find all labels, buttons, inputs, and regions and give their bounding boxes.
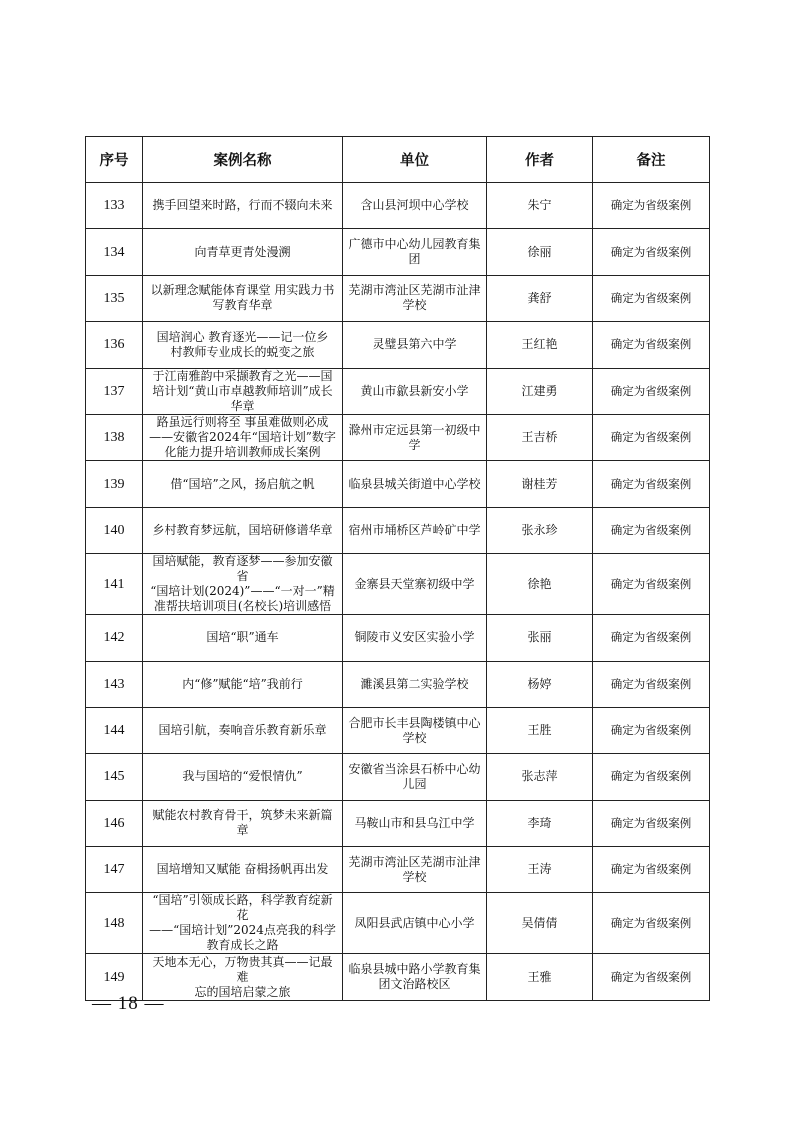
note: 确定为省级案例 (593, 275, 710, 321)
case-name: 携手回望来时路，行而不辍向未来 (143, 183, 343, 229)
author-name: 王胜 (487, 707, 593, 753)
table-row (86, 754, 710, 800)
unit-name: 宿州市埇桥区芦岭矿中学 (343, 507, 487, 553)
author-name: 朱宁 (487, 183, 593, 229)
table-row (86, 615, 710, 661)
note: 确定为省级案例 (593, 414, 710, 460)
case-name: 赋能农村教育骨干，筑梦未来新篇章 (143, 800, 343, 846)
note: 确定为省级案例 (593, 368, 710, 414)
author-name: 王涛 (487, 847, 593, 893)
table-row (86, 847, 710, 893)
unit-name: 金寨县天堂寨初级中学 (343, 554, 487, 615)
author-name: 张丽 (487, 615, 593, 661)
case-name: 以新理念赋能体育课堂 用实践力书 写教育华章 (143, 275, 343, 321)
unit-name: 芜湖市湾沚区芜湖市沚津 学校 (343, 847, 487, 893)
author-name: 王红艳 (487, 322, 593, 368)
author-name: 李琦 (487, 800, 593, 846)
case-table (85, 136, 710, 1001)
table-row (86, 554, 710, 615)
unit-name: 濉溪县第二实验学校 (343, 661, 487, 707)
note: 确定为省级案例 (593, 183, 710, 229)
header-case-name: 案例名称 (143, 137, 343, 183)
case-name: 乡村教育梦远航，国培研修谱华章 (143, 507, 343, 553)
note: 确定为省级案例 (593, 461, 710, 507)
unit-name: 临泉县城关街道中心学校 (343, 461, 487, 507)
case-name: 国培赋能，教育逐梦——参加安徽省 “国培计划(2024)”——“一对一”精 准帮扶培训项目(名校长)培训感悟 (143, 554, 343, 615)
table-row (86, 368, 710, 414)
note: 确定为省级案例 (593, 954, 710, 1000)
table-row (86, 507, 710, 553)
unit-name: 黄山市歙县新安小学 (343, 368, 487, 414)
author-name: 江建勇 (487, 368, 593, 414)
note: 确定为省级案例 (593, 507, 710, 553)
note: 确定为省级案例 (593, 754, 710, 800)
header-row (86, 137, 710, 183)
case-name: 国培增知又赋能 奋楫扬帆再出发 (143, 847, 343, 893)
table-row (86, 183, 710, 229)
author-name: 王吉桥 (487, 414, 593, 460)
row-number: 144 (86, 707, 143, 753)
note: 确定为省级案例 (593, 707, 710, 753)
table-row (86, 661, 710, 707)
note: 确定为省级案例 (593, 322, 710, 368)
case-name: 内“修”赋能“培”我前行 (143, 661, 343, 707)
table-row (86, 954, 710, 1000)
table-row (86, 322, 710, 368)
case-name: “国培”引领成长路，科学教育绽新花 ——“国培计划”2024点亮我的科学 教育成长之路 (143, 893, 343, 954)
case-name: 天地本无心，万物贵其真——记最难 忘的国培启蒙之旅 (143, 954, 343, 1000)
row-number: 141 (86, 554, 143, 615)
case-name: 向青草更青处漫溯 (143, 229, 343, 275)
unit-name: 芜湖市湾沚区芜湖市沚津 学校 (343, 275, 487, 321)
table-row (86, 800, 710, 846)
page-number: — 18 — (92, 993, 165, 1014)
unit-name: 马鞍山市和县乌江中学 (343, 800, 487, 846)
header-note: 备注 (593, 137, 710, 183)
row-number: 149 (86, 954, 143, 1000)
row-number: 142 (86, 615, 143, 661)
author-name: 龚舒 (487, 275, 593, 321)
header-serial: 序号 (86, 137, 143, 183)
author-name: 谢桂芳 (487, 461, 593, 507)
unit-name: 灵璧县第六中学 (343, 322, 487, 368)
note: 确定为省级案例 (593, 661, 710, 707)
header-author: 作者 (487, 137, 593, 183)
note: 确定为省级案例 (593, 800, 710, 846)
unit-name: 铜陵市义安区实验小学 (343, 615, 487, 661)
case-name: 借“国培”之风，扬启航之帆 (143, 461, 343, 507)
row-number: 148 (86, 893, 143, 954)
note: 确定为省级案例 (593, 847, 710, 893)
row-number: 143 (86, 661, 143, 707)
author-name: 徐丽 (487, 229, 593, 275)
author-name: 吴倩倩 (487, 893, 593, 954)
case-name: 国培引航，奏响音乐教育新乐章 (143, 707, 343, 753)
row-number: 147 (86, 847, 143, 893)
table-body (86, 183, 710, 1001)
unit-name: 滁州市定远县第一初级中 学 (343, 414, 487, 460)
row-number: 137 (86, 368, 143, 414)
table-row (86, 893, 710, 954)
row-number: 140 (86, 507, 143, 553)
row-number: 139 (86, 461, 143, 507)
row-number: 136 (86, 322, 143, 368)
author-name: 王雅 (487, 954, 593, 1000)
table-row (86, 707, 710, 753)
author-name: 张永珍 (487, 507, 593, 553)
table-row (86, 414, 710, 460)
author-name: 徐艳 (487, 554, 593, 615)
note: 确定为省级案例 (593, 554, 710, 615)
note: 确定为省级案例 (593, 893, 710, 954)
author-name: 张志萍 (487, 754, 593, 800)
case-name: 我与国培的“爱恨情仇” (143, 754, 343, 800)
author-name: 杨婷 (487, 661, 593, 707)
note: 确定为省级案例 (593, 229, 710, 275)
table-row (86, 275, 710, 321)
case-name: 国培润心 教育逐光——记一位乡 村教师专业成长的蜕变之旅 (143, 322, 343, 368)
case-name: 于江南雅韵中采撷教育之光——国 培计划“黄山市卓越教师培训”成长 华章 (143, 368, 343, 414)
unit-name: 合肥市长丰县陶楼镇中心 学校 (343, 707, 487, 753)
unit-name: 安徽省当涂县石桥中心幼 儿园 (343, 754, 487, 800)
case-name: 路虽远行则将至 事虽难做则必成 ——安徽省2024年“国培计划”数字 化能力提升培训教师成长案例 (143, 414, 343, 460)
table-row (86, 461, 710, 507)
row-number: 135 (86, 275, 143, 321)
note: 确定为省级案例 (593, 615, 710, 661)
row-number: 134 (86, 229, 143, 275)
row-number: 133 (86, 183, 143, 229)
row-number: 146 (86, 800, 143, 846)
header-unit: 单位 (343, 137, 487, 183)
unit-name: 含山县河坝中心学校 (343, 183, 487, 229)
unit-name: 凤阳县武店镇中心小学 (343, 893, 487, 954)
row-number: 145 (86, 754, 143, 800)
table-row (86, 229, 710, 275)
unit-name: 临泉县城中路小学教育集 团文治路校区 (343, 954, 487, 1000)
unit-name: 广德市中心幼儿园教育集 团 (343, 229, 487, 275)
case-name: 国培“职”通车 (143, 615, 343, 661)
row-number: 138 (86, 414, 143, 460)
